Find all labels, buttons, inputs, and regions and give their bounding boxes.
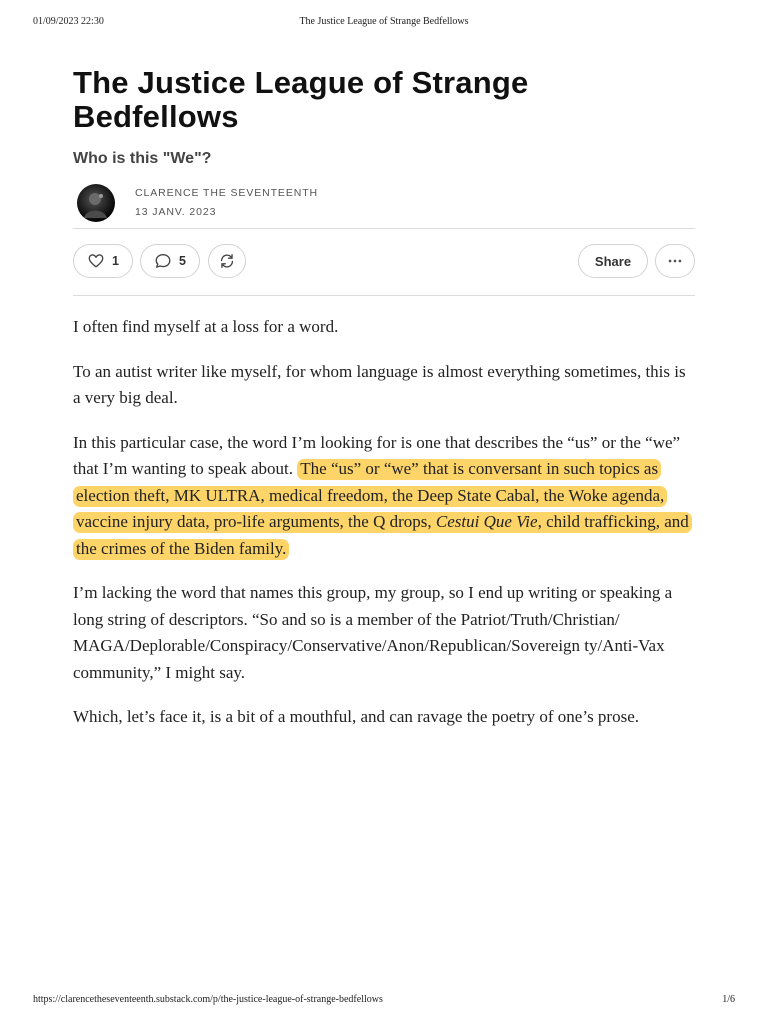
post-body xyxy=(73,314,695,731)
print-header xyxy=(33,16,735,30)
paragraph-2: To an autist writer like myself, for whom language is almost everything sometimes, this is a very big deal. xyxy=(73,361,686,407)
highlight-text-b: , child trafficking, and the crimes of the Biden family. xyxy=(76,512,689,558)
paragraph-4: I’m lacking the word that names this group, my group, so I end up writing or speaking a long string of descriptors. “So and so is a member of the Patriot/Truth/Christian/ MAGA/Deplorable/Conspiracy/Conservative/Anon/Republican/Sovereign ty/Anti-Vax community,” I might say. xyxy=(73,583,673,682)
comment-button[interactable] xyxy=(140,244,200,278)
print-footer xyxy=(33,994,735,1008)
highlight-italic-phrase: Cestui Que Vie xyxy=(435,512,538,531)
restack-button[interactable] xyxy=(208,244,246,278)
speech-bubble-icon xyxy=(154,252,172,270)
post-actions-bar xyxy=(73,229,695,295)
more-options-button[interactable] xyxy=(655,244,695,278)
paragraph-3 xyxy=(73,430,695,563)
ellipsis-icon xyxy=(666,252,684,270)
post-title: The Justice League of Strange Bedfellows xyxy=(73,65,529,134)
post-article xyxy=(73,66,695,749)
byline xyxy=(73,184,695,228)
print-url: https://clarencetheseventeenth.substack.com/p/the-justice-league-of-strange-bedfellows xyxy=(33,994,383,1005)
print-datetime: 01/09/2023 22:30 xyxy=(33,16,104,27)
like-button[interactable] xyxy=(73,244,133,278)
post-date: 13 JANV. 2023 xyxy=(135,206,217,218)
heart-icon xyxy=(87,252,105,270)
share-button[interactable]: Share xyxy=(578,244,648,278)
divider-bottom xyxy=(73,295,695,296)
print-page-number: 1/6 xyxy=(722,994,735,1005)
like-count: 1 xyxy=(112,254,119,268)
paragraph-1: I often find myself at a loss for a word. xyxy=(73,317,339,336)
author-avatar[interactable] xyxy=(77,184,115,222)
post-subtitle: Who is this "We"? xyxy=(73,150,212,167)
print-page-title: The Justice League of Strange Bedfellows xyxy=(299,16,469,27)
paragraph-5: Which, let’s face it, is a bit of a mouthful, and can ravage the poetry of one’s prose. xyxy=(73,707,640,726)
paragraph-3-text: In this particular case, the word I’m looking for is one that describes the “us” or the “we” that I’m wanting to speak about. xyxy=(73,432,681,478)
comment-count: 5 xyxy=(179,254,186,268)
restack-icon xyxy=(218,252,236,270)
author-name[interactable]: CLARENCE THE SEVENTEENTH xyxy=(135,187,319,199)
highlight-text-a: The “us” or “we” that is conversant in such topics as election theft, MK ULTRA, medical freedom, the Deep State Cabal, the Woke agenda, vaccine injury data, pro-life arguments, the Q drops, xyxy=(76,459,665,531)
author-portrait-icon xyxy=(77,184,115,222)
